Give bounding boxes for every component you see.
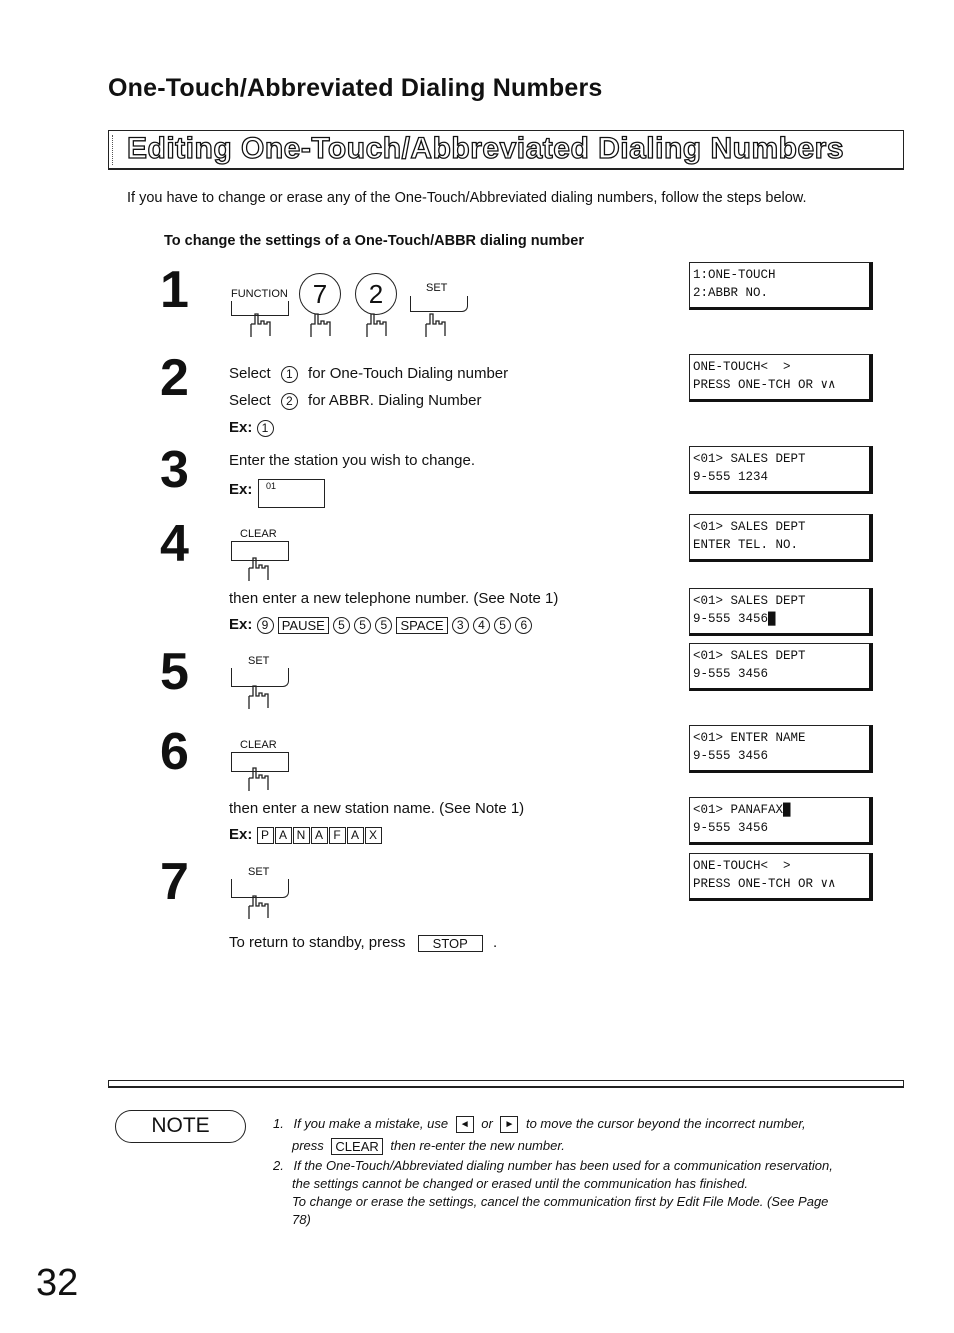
lcd-line: 9-555 1234 <box>693 470 769 484</box>
set-key <box>410 296 468 312</box>
step-text: Enter the station you wish to change. <box>229 452 475 469</box>
press-finger-icon <box>245 766 273 792</box>
option-text: for ABBR. Dialing Number <box>308 392 482 409</box>
note-line: the settings cannot be changed or erased until the communication has finished. <box>292 1176 749 1192</box>
lcd-display <box>689 725 873 773</box>
stop-key: STOP <box>418 935 483 952</box>
note-text: press <box>292 1138 324 1154</box>
key-1-symbol: 1 <box>257 420 274 437</box>
select-label: Select <box>229 392 271 409</box>
press-finger-icon <box>245 684 273 710</box>
lcd-line: PRESS ONE-TCH OR ∨∧ <box>693 378 836 392</box>
step-number: 4 <box>160 515 189 573</box>
page-number: 32 <box>36 1262 79 1304</box>
pause-key: PAUSE <box>278 617 329 634</box>
letter-keys <box>257 826 383 843</box>
right-arrow-key: ► <box>500 1116 518 1133</box>
period: . <box>493 934 498 951</box>
example-label: Ex: <box>229 481 253 498</box>
note-number: 1. <box>273 1116 284 1131</box>
divider-bar <box>108 1080 904 1088</box>
set-key-label: SET <box>426 282 448 294</box>
example <box>229 826 383 844</box>
note-text: or <box>481 1116 493 1131</box>
note-text: to move the cursor beyond the incorrect number, <box>525 1116 806 1131</box>
option-text: for One-Touch Dialing number <box>308 365 509 382</box>
clear-key-label: CLEAR <box>240 739 277 751</box>
left-arrow-key: ◄ <box>456 1116 474 1133</box>
lcd-line: <01> SALES DEPT <box>693 594 806 608</box>
lcd-display <box>689 643 873 691</box>
step-number: 7 <box>160 853 189 911</box>
lcd-line: 9-555 3456 <box>693 821 769 835</box>
lcd-line: PRESS ONE-TCH OR ∨∧ <box>693 877 836 891</box>
letter-key: X <box>365 827 382 844</box>
note-number: 2. <box>273 1158 284 1174</box>
note-badge: NOTE <box>115 1110 246 1143</box>
set-key-label: SET <box>248 655 270 667</box>
digit-key-symbol: 5 <box>354 617 371 634</box>
key-7-circle: 7 <box>299 273 341 315</box>
note-text: If the One-Touch/Abbreviated dialing number has been used for a communication reservation, <box>293 1158 833 1174</box>
lcd-display <box>689 853 873 901</box>
banner-title: Editing One-Touch/Abbreviated Dialing Numbers <box>127 132 844 165</box>
step-number: 3 <box>160 441 189 499</box>
note-line: To change or erase the settings, cancel the communication first by Edit File Mode. (See Page <box>292 1194 829 1210</box>
key-2-symbol: 2 <box>281 393 298 410</box>
press-finger-icon <box>247 312 275 338</box>
letter-key: A <box>311 827 328 844</box>
clear-key: CLEAR <box>331 1138 382 1155</box>
press-finger-icon <box>307 312 335 338</box>
step-text: then enter a new station name. (See Note 1) <box>229 800 525 817</box>
letter-key: N <box>293 827 310 844</box>
note-text: If you make a mistake, use <box>293 1116 449 1131</box>
letter-key: A <box>275 827 292 844</box>
select-label: Select <box>229 365 271 382</box>
lcd-line: 2:ABBR NO. <box>693 286 769 300</box>
letter-key: F <box>329 827 346 844</box>
letter-key: P <box>257 827 274 844</box>
key-2-circle: 2 <box>355 273 397 315</box>
lcd-line: <01> PANAFAX█ <box>693 803 791 817</box>
lcd-line: ONE-TOUCH< > <box>693 360 791 374</box>
digit-key-symbol: 6 <box>515 617 532 634</box>
digit-key-symbol: 4 <box>473 617 490 634</box>
letter-key: A <box>347 827 364 844</box>
lcd-display <box>689 446 873 494</box>
example-label: Ex: <box>229 826 253 843</box>
digit-key-symbol: 5 <box>333 617 350 634</box>
example <box>229 419 274 437</box>
lcd-line: ENTER TEL. NO. <box>693 538 799 552</box>
step-number: 1 <box>160 261 189 319</box>
press-finger-icon <box>363 312 391 338</box>
station-box: 01 <box>258 479 325 508</box>
lcd-line: 9-555 3456 <box>693 667 769 681</box>
section-banner <box>108 130 904 170</box>
note-line <box>273 1115 913 1133</box>
lcd-line: 1:ONE-TOUCH <box>693 268 776 282</box>
lcd-line: 9-555 3456█ <box>693 612 776 626</box>
example <box>229 616 532 634</box>
press-finger-icon <box>422 312 450 338</box>
step-number: 2 <box>160 349 189 407</box>
space-key: SPACE <box>396 617 447 634</box>
example-label: Ex: <box>229 419 253 436</box>
procedure-subheading: To change the settings of a One-Touch/ABBR dialing number <box>164 233 584 249</box>
lcd-line: ONE-TOUCH< > <box>693 859 791 873</box>
lcd-line: <01> SALES DEPT <box>693 649 806 663</box>
intro-text: If you have to change or erase any of the One-Touch/Abbreviated dialing numbers, follow the steps below. <box>127 190 807 206</box>
set-key-label: SET <box>248 866 270 878</box>
lcd-line: <01> SALES DEPT <box>693 452 806 466</box>
clear-key-label: CLEAR <box>240 528 277 540</box>
lcd-display <box>689 588 873 636</box>
lcd-line: 9-555 3456 <box>693 749 769 763</box>
step-text: then enter a new telephone number. (See Note 1) <box>229 590 559 607</box>
lcd-line: <01> ENTER NAME <box>693 731 806 745</box>
step-text <box>229 934 497 952</box>
lcd-display <box>689 262 873 310</box>
step-number: 5 <box>160 643 189 701</box>
digit-key-symbol: 5 <box>494 617 511 634</box>
function-key-label: FUNCTION <box>231 288 288 300</box>
lcd-display <box>689 797 873 845</box>
step-number: 6 <box>160 723 189 781</box>
digit-key-symbol: 3 <box>452 617 469 634</box>
press-finger-icon <box>245 556 273 582</box>
example-label: Ex: <box>229 616 253 633</box>
lcd-line: <01> SALES DEPT <box>693 520 806 534</box>
banner-decoration <box>112 135 116 165</box>
note-line: 78) <box>292 1212 311 1228</box>
lcd-display <box>689 514 873 562</box>
page-heading: One-Touch/Abbreviated Dialing Numbers <box>108 74 603 102</box>
digit-key-symbol: 9 <box>257 617 274 634</box>
notes-block <box>273 1115 913 1229</box>
digit-key-symbol: 5 <box>375 617 392 634</box>
standby-text: To return to standby, press <box>229 934 406 951</box>
key-1-symbol: 1 <box>281 366 298 383</box>
step-text <box>229 365 508 383</box>
press-finger-icon <box>245 894 273 920</box>
lcd-display <box>689 354 873 402</box>
note-text: then re-enter the new number. <box>390 1138 565 1154</box>
note-line <box>292 1137 913 1155</box>
note-line <box>273 1157 913 1175</box>
step-text <box>229 392 481 410</box>
